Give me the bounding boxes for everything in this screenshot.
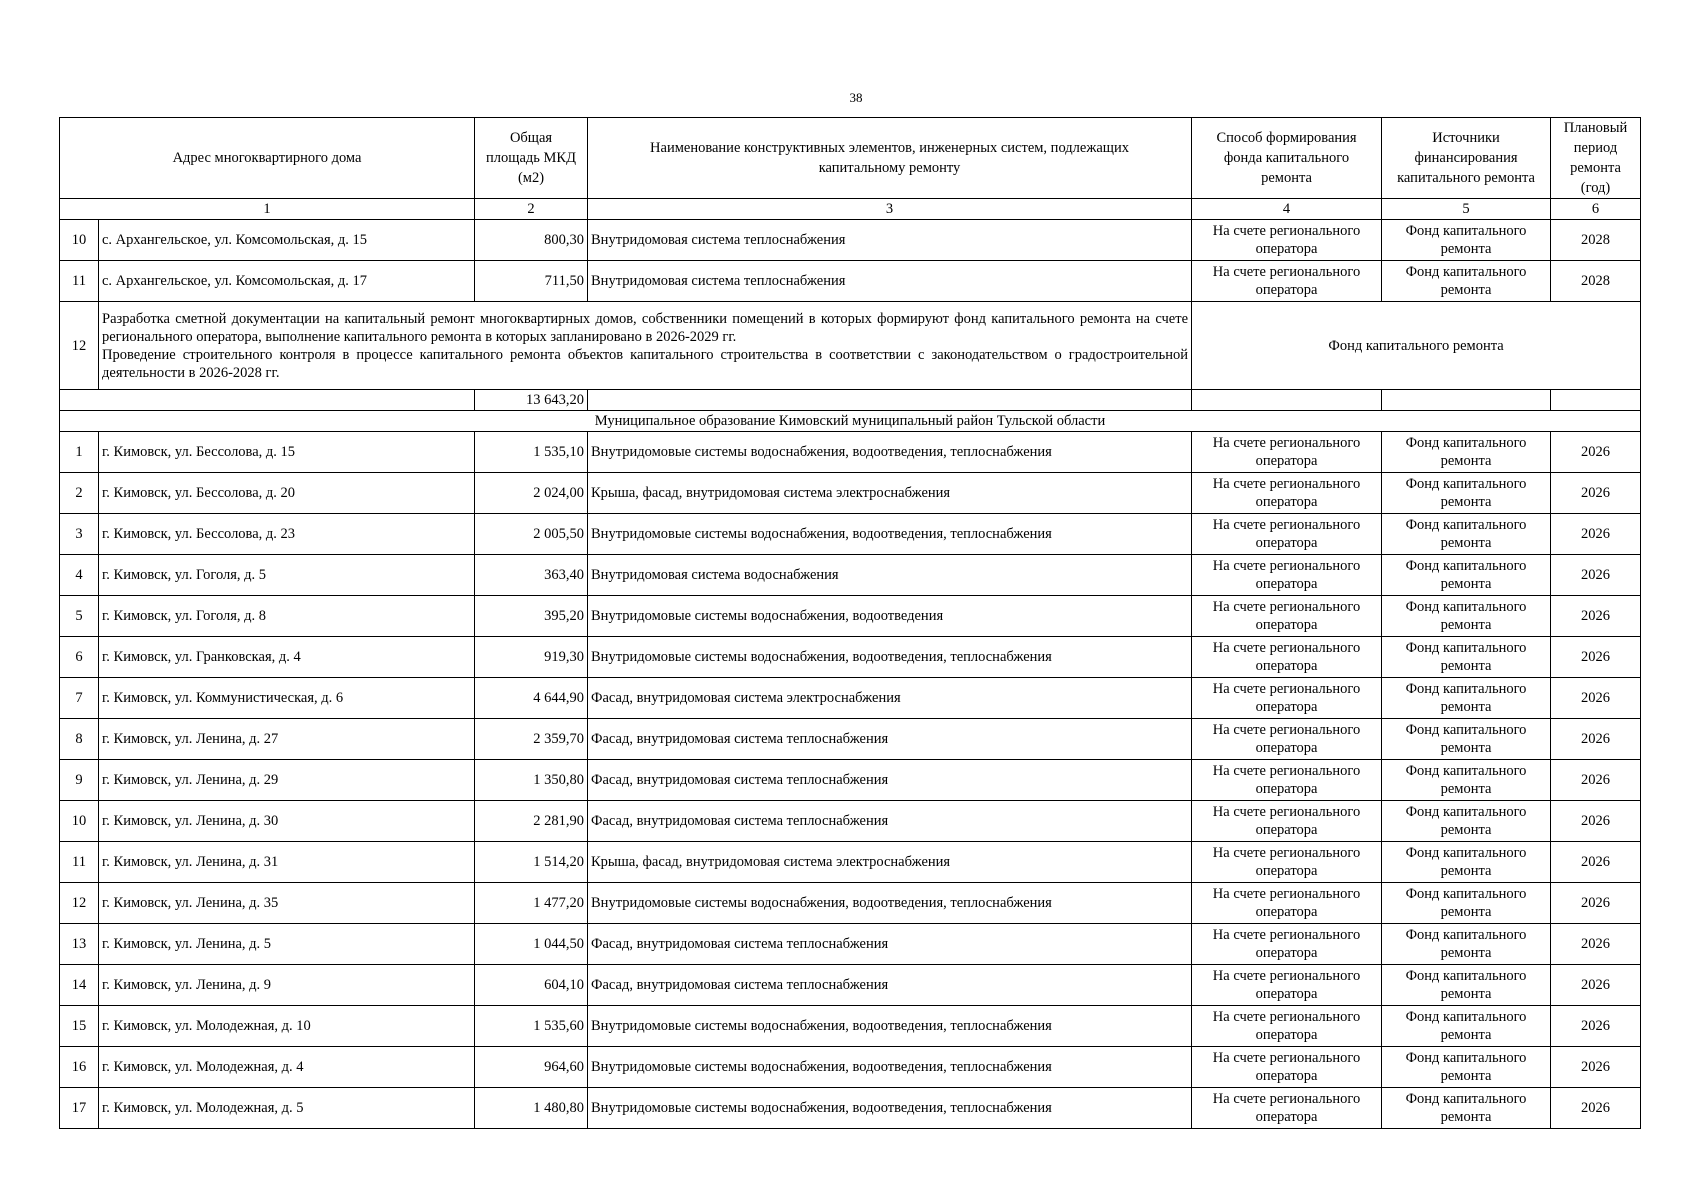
row-address: г. Кимовск, ул. Ленина, д. 31 <box>99 842 475 883</box>
row-number: 14 <box>60 965 99 1006</box>
note-text: Разработка сметной документации на капитальный ремонт многоквартирных домов, собственники помещений в которых формируют фонд капитального ремонта на счете регионального оператора, выполнение капитального ремонта в которых запланировано в 2026-2029 гг. Проведение строительного контроля в процессе капитального ремонта объектов капитального строительства в соответствии с законодательством о градостроительной деятельности в 2026-2028 гг. <box>99 302 1192 390</box>
row-address: г. Кимовск, ул. Ленина, д. 30 <box>99 801 475 842</box>
table-body <box>60 118 1641 1129</box>
table-row <box>60 678 1641 719</box>
row-number: 2 <box>60 473 99 514</box>
row-year: 2026 <box>1551 760 1641 801</box>
header-sources: Источники финансирования капитального ремонта <box>1382 118 1551 199</box>
row-year: 2026 <box>1551 801 1641 842</box>
row-method: На счете регионального оператора <box>1192 555 1382 596</box>
header-address: Адрес многоквартирного дома <box>60 118 475 199</box>
row-method: На счете регионального оператора <box>1192 514 1382 555</box>
row-number: 4 <box>60 555 99 596</box>
total-empty <box>588 390 1192 411</box>
row-method: На счете регионального оператора <box>1192 1088 1382 1129</box>
row-method: На счете регионального оператора <box>1192 1006 1382 1047</box>
row-method: На счете регионального оператора <box>1192 220 1382 261</box>
table-row <box>60 719 1641 760</box>
table-row <box>60 432 1641 473</box>
row-area: 919,30 <box>475 637 588 678</box>
row-works: Внутридомовая система теплоснабжения <box>588 220 1192 261</box>
row-address: с. Архангельское, ул. Комсомольская, д. 17 <box>99 261 475 302</box>
section-row <box>60 411 1641 432</box>
row-area: 604,10 <box>475 965 588 1006</box>
row-address: г. Кимовск, ул. Коммунистическая, д. 6 <box>99 678 475 719</box>
row-area: 800,30 <box>475 220 588 261</box>
note-number: 12 <box>60 302 99 390</box>
row-source: Фонд капитального ремонта <box>1382 719 1551 760</box>
row-works: Внутридомовые системы водоснабжения, водоотведения, теплоснабжения <box>588 1006 1192 1047</box>
row-method: На счете регионального оператора <box>1192 842 1382 883</box>
row-method: На счете регионального оператора <box>1192 261 1382 302</box>
row-area: 2 359,70 <box>475 719 588 760</box>
row-address: г. Кимовск, ул. Ленина, д. 27 <box>99 719 475 760</box>
row-source: Фонд капитального ремонта <box>1382 555 1551 596</box>
row-source: Фонд капитального ремонта <box>1382 678 1551 719</box>
row-number: 17 <box>60 1088 99 1129</box>
page-number: 38 <box>849 90 863 105</box>
row-method: На счете регионального оператора <box>1192 432 1382 473</box>
row-works: Фасад, внутридомовая система теплоснабжения <box>588 924 1192 965</box>
table-row <box>60 1006 1641 1047</box>
row-source: Фонд капитального ремонта <box>1382 801 1551 842</box>
table-row <box>60 220 1641 261</box>
row-works: Внутридомовые системы водоснабжения, водоотведения, теплоснабжения <box>588 1088 1192 1129</box>
row-area: 711,50 <box>475 261 588 302</box>
row-works: Внутридомовые системы водоснабжения, водоотведения, теплоснабжения <box>588 883 1192 924</box>
total-row <box>60 390 1641 411</box>
row-works: Крыша, фасад, внутридомовая система электроснабжения <box>588 473 1192 514</box>
row-method: На счете регионального оператора <box>1192 719 1382 760</box>
row-number: 15 <box>60 1006 99 1047</box>
column-number: 3 <box>588 199 1192 220</box>
row-year: 2026 <box>1551 1006 1641 1047</box>
row-source: Фонд капитального ремонта <box>1382 1047 1551 1088</box>
row-method: На счете регионального оператора <box>1192 596 1382 637</box>
row-source: Фонд капитального ремонта <box>1382 842 1551 883</box>
row-source: Фонд капитального ремонта <box>1382 514 1551 555</box>
row-number: 11 <box>60 261 99 302</box>
row-number: 6 <box>60 637 99 678</box>
row-method: На счете регионального оператора <box>1192 678 1382 719</box>
row-number: 1 <box>60 432 99 473</box>
row-number: 11 <box>60 842 99 883</box>
row-area: 1 044,50 <box>475 924 588 965</box>
row-source: Фонд капитального ремонта <box>1382 1088 1551 1129</box>
column-number: 6 <box>1551 199 1641 220</box>
row-area: 1 350,80 <box>475 760 588 801</box>
row-year: 2026 <box>1551 473 1641 514</box>
row-source: Фонд капитального ремонта <box>1382 760 1551 801</box>
row-method: На счете регионального оператора <box>1192 801 1382 842</box>
row-area: 2 005,50 <box>475 514 588 555</box>
row-works: Внутридомовая система водоснабжения <box>588 555 1192 596</box>
row-method: На счете регионального оператора <box>1192 473 1382 514</box>
row-year: 2026 <box>1551 719 1641 760</box>
total-area: 13 643,20 <box>475 390 588 411</box>
row-works: Внутридомовые системы водоснабжения, водоотведения, теплоснабжения <box>588 1047 1192 1088</box>
row-number: 10 <box>60 220 99 261</box>
total-empty <box>1551 390 1641 411</box>
header-row <box>60 118 1641 199</box>
column-number: 4 <box>1192 199 1382 220</box>
row-area: 1 480,80 <box>475 1088 588 1129</box>
table-row <box>60 965 1641 1006</box>
table-row <box>60 842 1641 883</box>
row-address: г. Кимовск, ул. Ленина, д. 9 <box>99 965 475 1006</box>
row-works: Внутридомовые системы водоснабжения, водоотведения, теплоснабжения <box>588 637 1192 678</box>
row-area: 4 644,90 <box>475 678 588 719</box>
table-row <box>60 473 1641 514</box>
table-row <box>60 1047 1641 1088</box>
row-method: На счете регионального оператора <box>1192 883 1382 924</box>
row-number: 10 <box>60 801 99 842</box>
table-row <box>60 801 1641 842</box>
row-source: Фонд капитального ремонта <box>1382 924 1551 965</box>
row-address: г. Кимовск, ул. Гоголя, д. 5 <box>99 555 475 596</box>
row-area: 1 514,20 <box>475 842 588 883</box>
row-year: 2026 <box>1551 965 1641 1006</box>
column-number: 1 <box>60 199 475 220</box>
row-number: 8 <box>60 719 99 760</box>
table-row <box>60 924 1641 965</box>
row-works: Фасад, внутридомовая система электроснабжения <box>588 678 1192 719</box>
row-year: 2028 <box>1551 220 1641 261</box>
row-works: Внутридомовая система теплоснабжения <box>588 261 1192 302</box>
row-works: Фасад, внутридомовая система теплоснабжения <box>588 965 1192 1006</box>
row-year: 2028 <box>1551 261 1641 302</box>
row-year: 2026 <box>1551 1047 1641 1088</box>
row-address: г. Кимовск, ул. Бессолова, д. 20 <box>99 473 475 514</box>
row-year: 2026 <box>1551 514 1641 555</box>
row-source: Фонд капитального ремонта <box>1382 473 1551 514</box>
row-source: Фонд капитального ремонта <box>1382 883 1551 924</box>
header-period: Плановый период ремонта (год) <box>1551 118 1641 199</box>
row-number: 16 <box>60 1047 99 1088</box>
row-method: На счете регионального оператора <box>1192 760 1382 801</box>
row-source: Фонд капитального ремонта <box>1382 637 1551 678</box>
row-year: 2026 <box>1551 842 1641 883</box>
row-method: На счете регионального оператора <box>1192 1047 1382 1088</box>
note-row <box>60 302 1641 390</box>
row-address: г. Кимовск, ул. Молодежная, д. 5 <box>99 1088 475 1129</box>
row-address: г. Кимовск, ул. Ленина, д. 5 <box>99 924 475 965</box>
row-source: Фонд капитального ремонта <box>1382 261 1551 302</box>
column-numbers-row <box>60 199 1641 220</box>
table-row <box>60 514 1641 555</box>
total-empty <box>1382 390 1551 411</box>
note-fund: Фонд капитального ремонта <box>1192 302 1641 390</box>
row-works: Внутридомовые системы водоснабжения, водоотведения <box>588 596 1192 637</box>
table-row <box>60 760 1641 801</box>
row-area: 964,60 <box>475 1047 588 1088</box>
row-source: Фонд капитального ремонта <box>1382 596 1551 637</box>
row-method: На счете регионального оператора <box>1192 965 1382 1006</box>
header-elements: Наименование конструктивных элементов, инженерных систем, подлежащих капитальному ремонту <box>588 118 1192 199</box>
row-address: г. Кимовск, ул. Молодежная, д. 4 <box>99 1047 475 1088</box>
row-method: На счете регионального оператора <box>1192 924 1382 965</box>
row-year: 2026 <box>1551 678 1641 719</box>
column-number: 5 <box>1382 199 1551 220</box>
row-number: 13 <box>60 924 99 965</box>
table-row <box>60 261 1641 302</box>
column-number: 2 <box>475 199 588 220</box>
row-address: г. Кимовск, ул. Ленина, д. 35 <box>99 883 475 924</box>
row-year: 2026 <box>1551 637 1641 678</box>
row-source: Фонд капитального ремонта <box>1382 220 1551 261</box>
row-year: 2026 <box>1551 555 1641 596</box>
row-year: 2026 <box>1551 883 1641 924</box>
row-works: Фасад, внутридомовая система теплоснабжения <box>588 719 1192 760</box>
row-address: с. Архангельское, ул. Комсомольская, д. 15 <box>99 220 475 261</box>
row-address: г. Кимовск, ул. Ленина, д. 29 <box>99 760 475 801</box>
row-source: Фонд капитального ремонта <box>1382 1006 1551 1047</box>
row-works: Фасад, внутридомовая система теплоснабжения <box>588 801 1192 842</box>
table-row <box>60 883 1641 924</box>
header-method: Способ формирования фонда капитального ремонта <box>1192 118 1382 199</box>
row-number: 3 <box>60 514 99 555</box>
row-address: г. Кимовск, ул. Бессолова, д. 23 <box>99 514 475 555</box>
row-number: 12 <box>60 883 99 924</box>
row-works: Фасад, внутридомовая система теплоснабжения <box>588 760 1192 801</box>
row-method: На счете регионального оператора <box>1192 637 1382 678</box>
row-works: Внутридомовые системы водоснабжения, водоотведения, теплоснабжения <box>588 514 1192 555</box>
row-source: Фонд капитального ремонта <box>1382 965 1551 1006</box>
row-year: 2026 <box>1551 924 1641 965</box>
row-address: г. Кимовск, ул. Бессолова, д. 15 <box>99 432 475 473</box>
row-address: г. Кимовск, ул. Гранковская, д. 4 <box>99 637 475 678</box>
table-row <box>60 637 1641 678</box>
row-works: Внутридомовые системы водоснабжения, водоотведения, теплоснабжения <box>588 432 1192 473</box>
row-number: 9 <box>60 760 99 801</box>
total-label-cell <box>60 390 475 411</box>
row-works: Крыша, фасад, внутридомовая система электроснабжения <box>588 842 1192 883</box>
row-area: 1 535,60 <box>475 1006 588 1047</box>
row-source: Фонд капитального ремонта <box>1382 432 1551 473</box>
row-number: 7 <box>60 678 99 719</box>
total-empty <box>1192 390 1382 411</box>
row-number: 5 <box>60 596 99 637</box>
row-area: 1 535,10 <box>475 432 588 473</box>
row-year: 2026 <box>1551 432 1641 473</box>
table-row <box>60 555 1641 596</box>
row-area: 2 281,90 <box>475 801 588 842</box>
row-area: 2 024,00 <box>475 473 588 514</box>
row-area: 1 477,20 <box>475 883 588 924</box>
header-area: Общая площадь МКД (м2) <box>475 118 588 199</box>
table-row <box>60 596 1641 637</box>
row-year: 2026 <box>1551 1088 1641 1129</box>
row-area: 395,20 <box>475 596 588 637</box>
row-year: 2026 <box>1551 596 1641 637</box>
row-address: г. Кимовск, ул. Гоголя, д. 8 <box>99 596 475 637</box>
row-address: г. Кимовск, ул. Молодежная, д. 10 <box>99 1006 475 1047</box>
row-area: 363,40 <box>475 555 588 596</box>
section-title: Муниципальное образование Кимовский муниципальный район Тульской области <box>60 411 1641 432</box>
repair-register-table <box>59 117 1641 1129</box>
table-row <box>60 1088 1641 1129</box>
